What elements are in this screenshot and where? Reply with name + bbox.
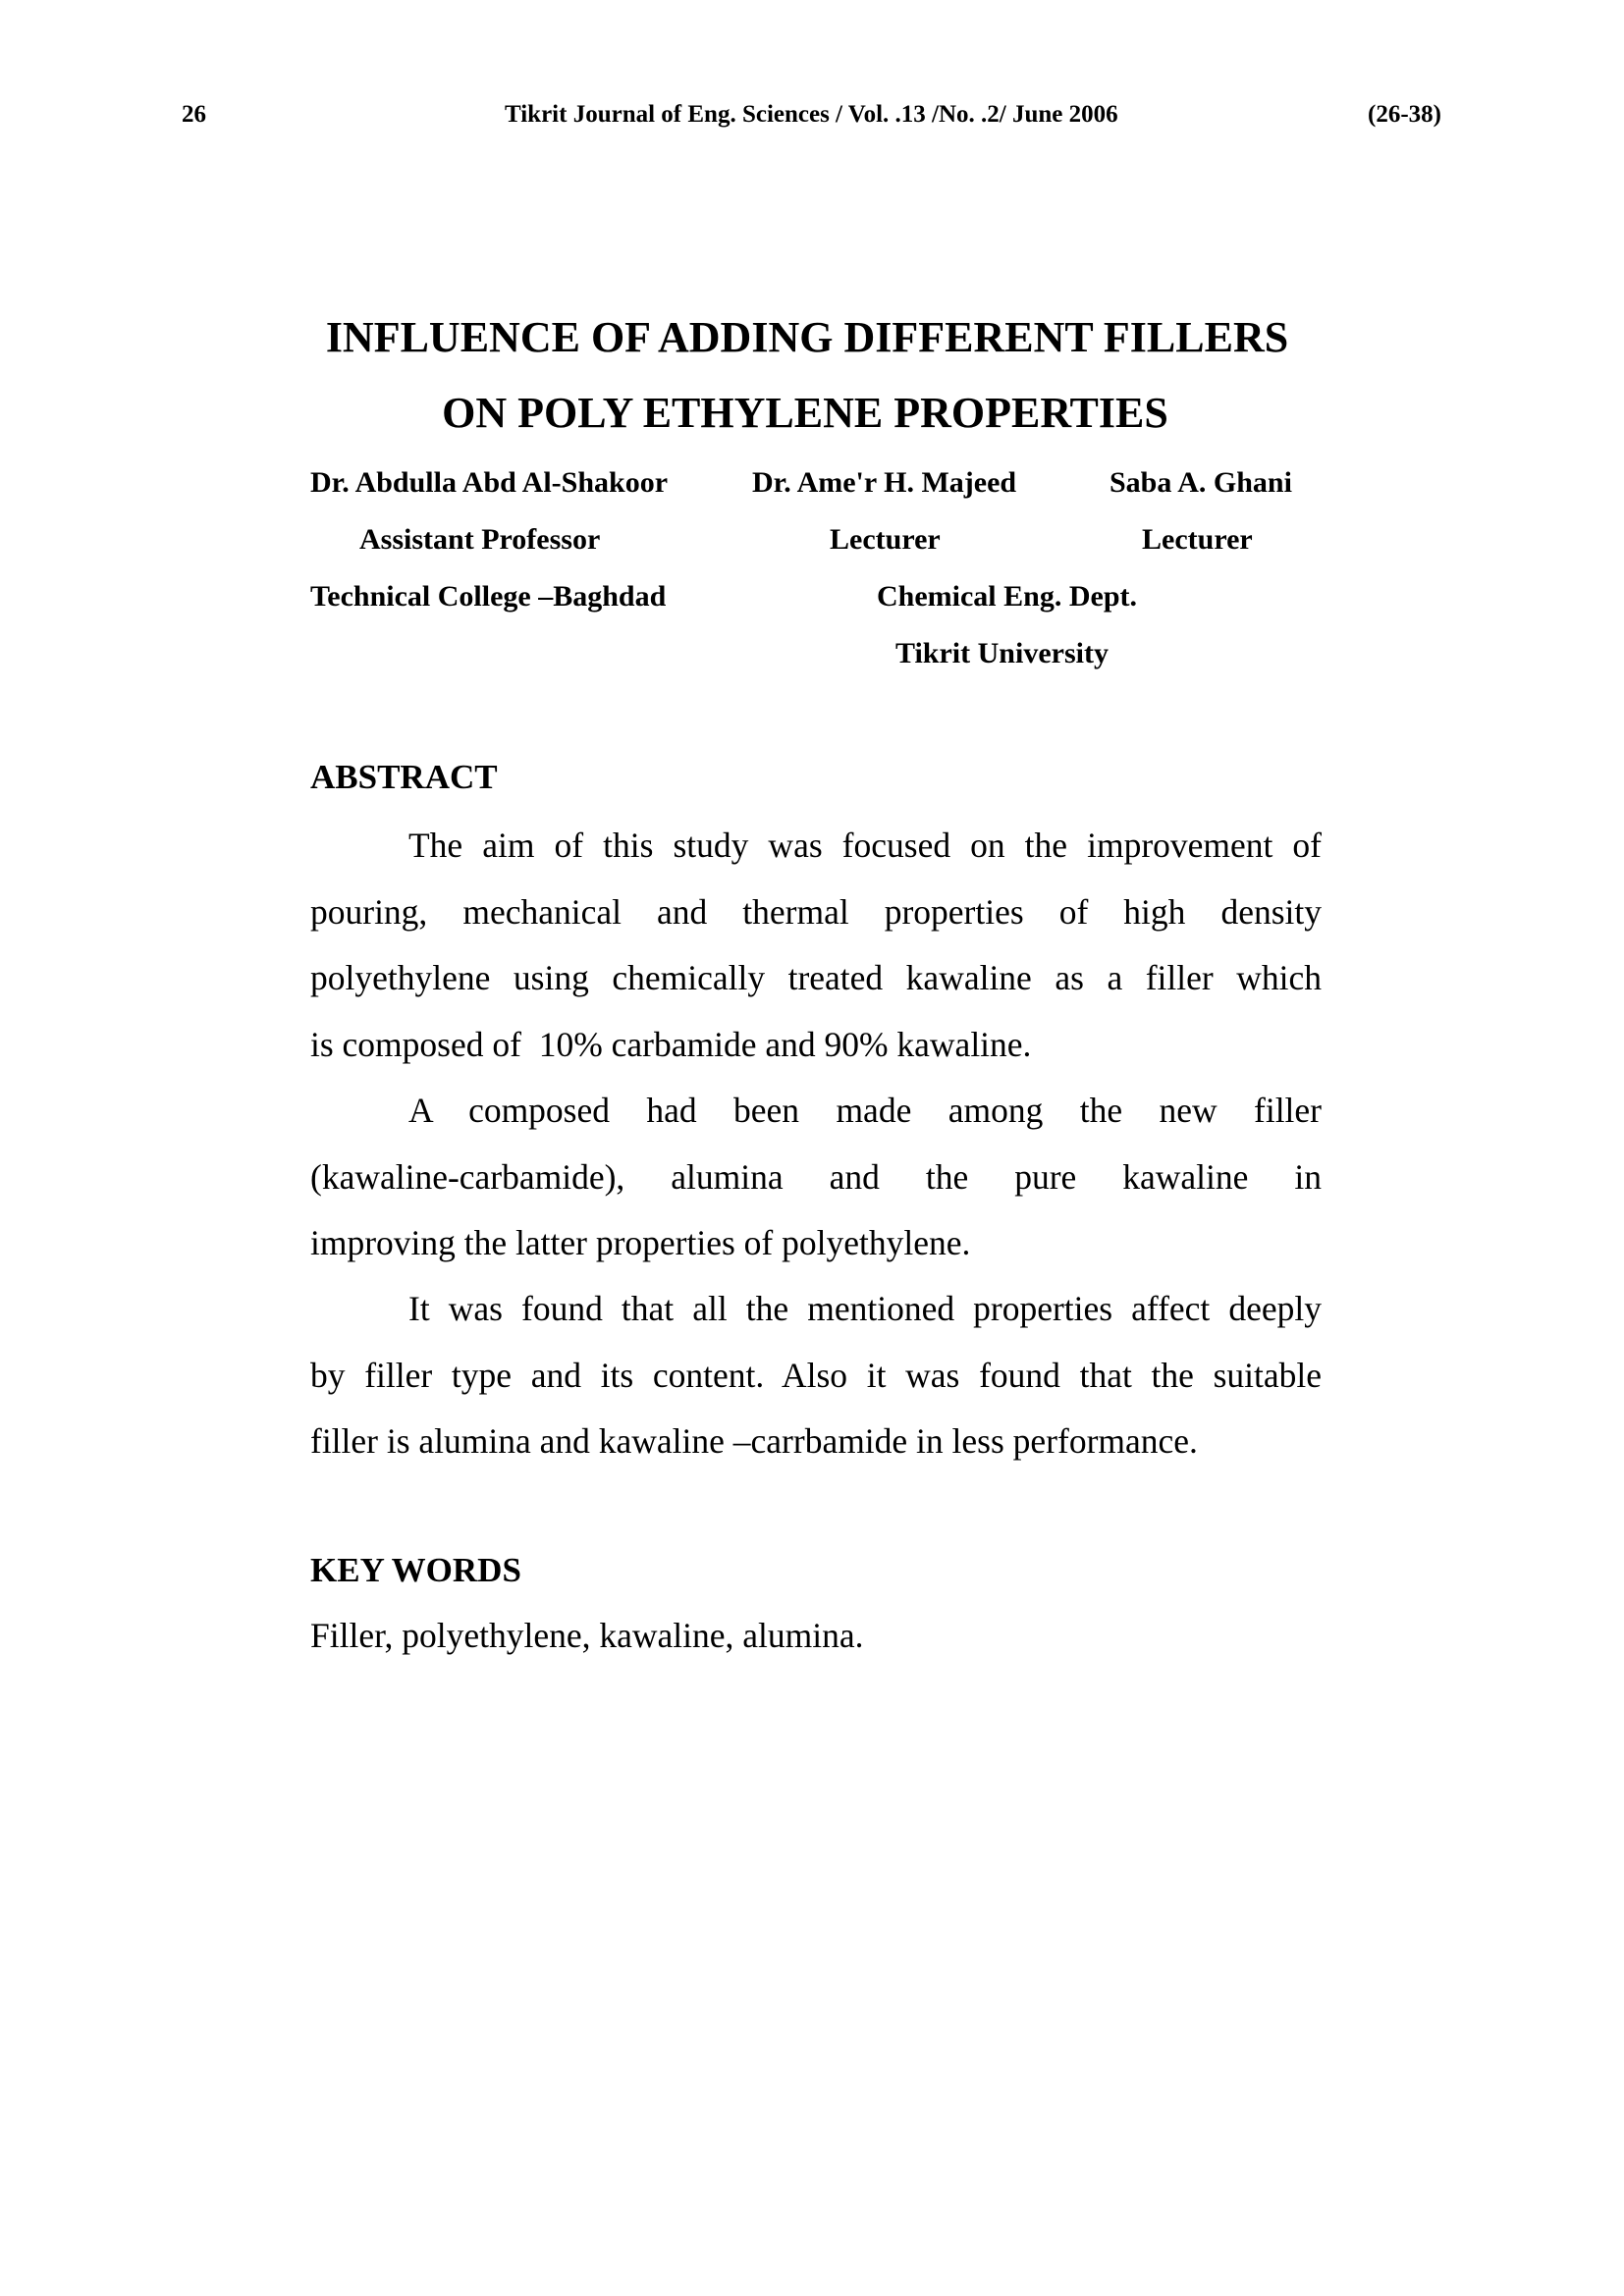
keywords-text: Filler, polyethylene, kawaline, alumina. <box>310 1616 864 1655</box>
author-affiliation: Technical College –Baghdad <box>310 580 667 613</box>
keywords-heading: KEY WORDS <box>310 1551 521 1589</box>
text-line: is composed of 10% carbamide and 90% kawaline. <box>310 1024 1032 1064</box>
text-line: pouring, mechanical and thermal properties of high density <box>310 891 1322 932</box>
author-position: Lecturer <box>830 523 941 556</box>
text-line: It was found that all the mentioned properties affect deeply <box>408 1289 1322 1328</box>
author-name: Dr. Ame'r H. Majeed <box>752 466 1017 499</box>
title-line-1: INFLUENCE OF ADDING DIFFERENT FILLERS <box>325 313 1289 361</box>
text-line: improving the latter properties of polyethylene. <box>310 1223 971 1262</box>
journal-citation: Tikrit Journal of Eng. Sciences / Vol. .13 /No. .2/ June 2006 <box>505 101 1118 128</box>
title-line-2: ON POLY ETHYLENE PROPERTIES <box>442 389 1168 437</box>
text-line: polyethylene using chemically treated kawaline as a filler which <box>310 958 1322 997</box>
text-line: filler is alumina and kawaline –carrbamide in less performance. <box>310 1421 1198 1461</box>
author-position: Assistant Professor <box>359 523 601 556</box>
abstract-paragraph <box>310 1276 1322 1475</box>
abstract-paragraph <box>310 1078 1322 1277</box>
author-name: Dr. Abdulla Abd Al-Shakoor <box>310 466 669 499</box>
page-number: 26 <box>182 101 206 128</box>
author-position: Lecturer <box>1142 523 1253 556</box>
abstract-paragraph <box>310 813 1322 1078</box>
text-line: (kawaline-carbamide), alumina and the pure kawaline in <box>310 1156 1322 1197</box>
department: Chemical Eng. Dept. <box>877 580 1137 613</box>
text-line: The aim of this study was focused on the improvement of <box>408 826 1322 865</box>
text-line: by filler type and its content. Also it was found that the suitable <box>310 1355 1322 1395</box>
text-line: A composed had been made among the new filler <box>408 1091 1322 1130</box>
page-range: (26-38) <box>1368 101 1441 128</box>
abstract-heading: ABSTRACT <box>310 758 498 796</box>
author-name: Saba A. Ghani <box>1110 466 1292 499</box>
university: Tikrit University <box>895 637 1109 669</box>
